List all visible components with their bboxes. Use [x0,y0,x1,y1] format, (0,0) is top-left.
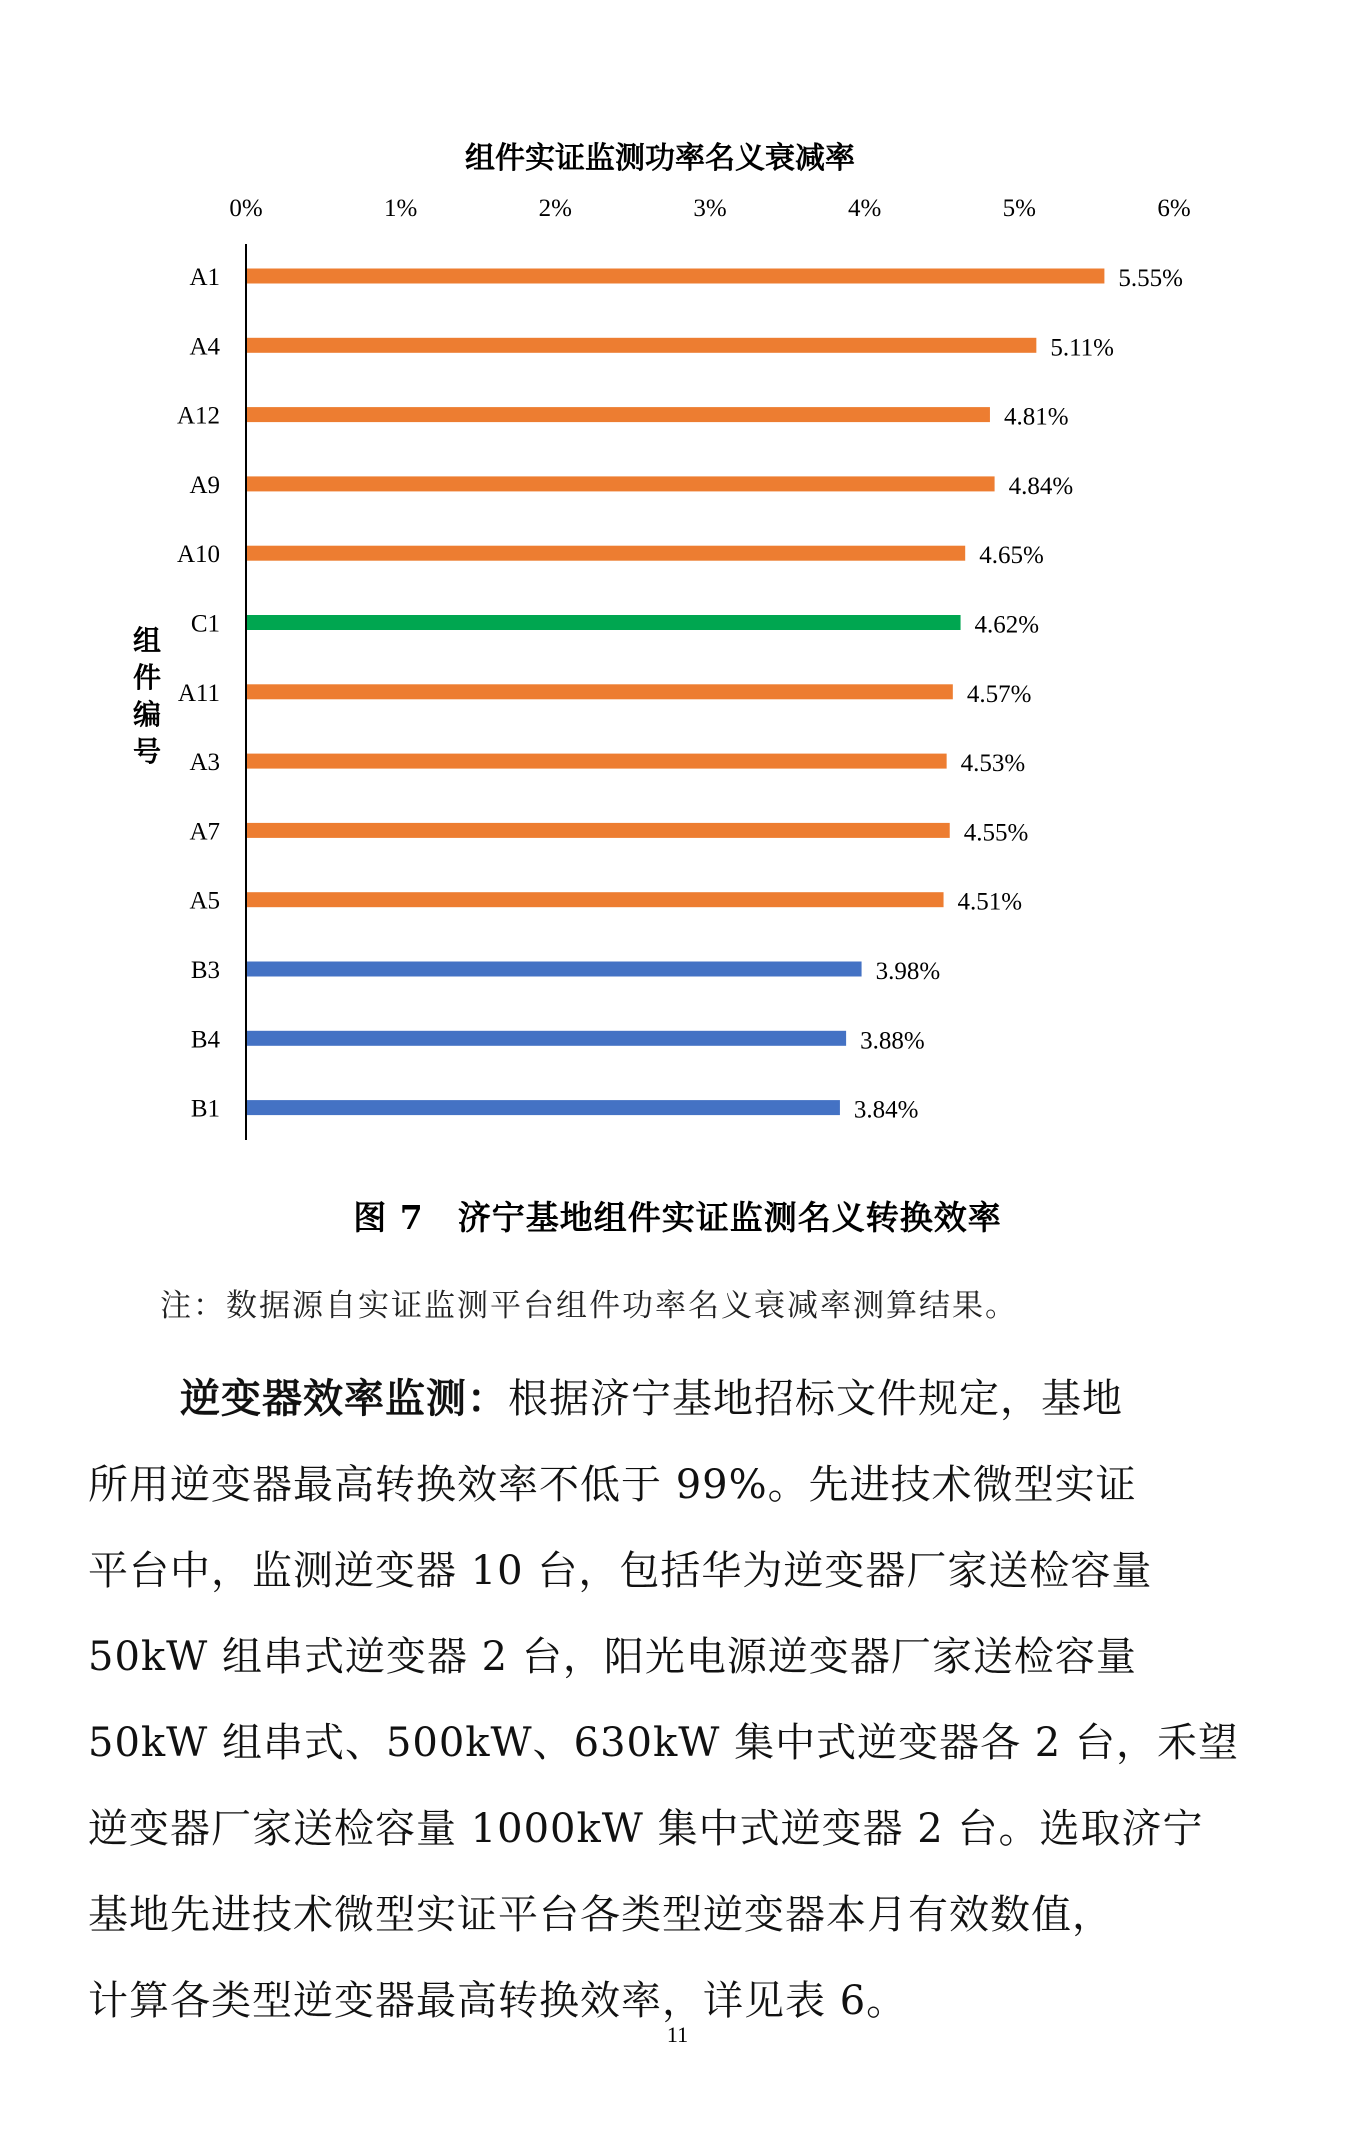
bar-A4 [247,338,1036,353]
category-label: B4 [190,1026,220,1054]
bar-A9 [247,476,995,491]
category-label: C1 [190,610,220,638]
bar-A1 [247,269,1104,284]
bar-A5 [247,892,944,907]
bar-B3 [247,962,862,977]
x-tick-label: 4% [848,195,882,222]
data-label: 4.84% [1008,472,1074,500]
bar-A12 [247,407,990,422]
bar-B4 [247,1031,846,1046]
category-label: A10 [176,541,220,569]
bar-A3 [247,754,947,769]
category-label: A12 [176,402,220,430]
section-lead: 逆变器效率监测： [180,1375,508,1422]
body-paragraph [88,1356,1248,2044]
category-label: A9 [189,471,220,499]
data-label: 4.53% [960,750,1026,778]
data-label: 3.88% [860,1027,925,1055]
figure-caption: 图 7 济宁基地组件实证监测名义转换效率 [353,1198,1002,1237]
category-label: A1 [189,264,220,291]
chart-title: 组件实证监测功率名义衰减率 [465,141,855,176]
body-line-8: 计算各类型逆变器最高转换效率，详见表 6。 [88,1978,908,2024]
body-line-4: 50kW 组串式逆变器 2 台，阳光电源逆变器厂家送检容量 [88,1634,1137,1680]
data-label: 5.11% [1050,334,1115,362]
bar-B1 [247,1100,840,1115]
data-label: 5.55% [1118,265,1183,292]
body-line-7: 基地先进技术微型实证平台各类型逆变器本月有效数值， [88,1892,1113,1938]
body-line-1 [88,1356,1248,1442]
x-axis-ticks [229,195,1190,222]
category-label: B1 [190,1095,220,1123]
category-label: A11 [177,679,220,707]
bars-group [177,264,1183,1124]
data-label: 4.81% [1003,403,1069,431]
y-axis-title-char: 件 [132,661,162,694]
bar-A11 [247,684,953,699]
body-line-1-text: 根据济宁基地招标文件规定，基地 [508,1376,1123,1422]
y-axis-title-char: 号 [132,735,162,768]
data-label: 3.84% [853,1096,919,1124]
x-tick-label: 6% [1157,195,1191,222]
category-label: B3 [190,957,220,984]
x-tick-label: 3% [693,195,727,222]
category-label: A5 [189,887,220,915]
y-axis-title-char: 组 [132,624,162,657]
data-label: 4.51% [957,888,1023,916]
figure-note: 注：数据源自实证监测平台组件功率名义衰减率测算结果。 [160,1288,1018,1324]
category-label: A7 [189,818,220,846]
y-axis-title [133,624,161,768]
data-label: 4.55% [963,819,1029,847]
category-label: A4 [189,333,220,361]
x-tick-label: 0% [229,195,263,222]
data-label: 3.98% [875,958,941,985]
data-label: 4.65% [979,542,1044,570]
body-line-2: 所用逆变器最高转换效率不低于 99%。先进技术微型实证 [88,1462,1137,1508]
x-tick-label: 2% [538,195,572,222]
bar-C1 [247,615,961,630]
body-line-6: 逆变器厂家送检容量 1000kW 集中式逆变器 2 台。选取济宁 [88,1806,1204,1852]
x-tick-label: 5% [1002,195,1036,222]
data-label: 4.57% [966,680,1032,708]
x-tick-label: 1% [384,195,418,222]
y-axis-title-char: 编 [132,698,162,731]
bar-A7 [247,823,950,838]
body-line-3: 平台中，监测逆变器 10 台，包括华为逆变器厂家送检容量 [88,1548,1153,1594]
body-line-5: 50kW 组串式、500kW、630kW 集中式逆变器各 2 台，禾望 [88,1720,1239,1766]
bar-A10 [247,546,965,561]
category-label: A3 [189,749,220,777]
data-label: 4.62% [974,611,1040,639]
page-number: 11 [666,2022,689,2047]
